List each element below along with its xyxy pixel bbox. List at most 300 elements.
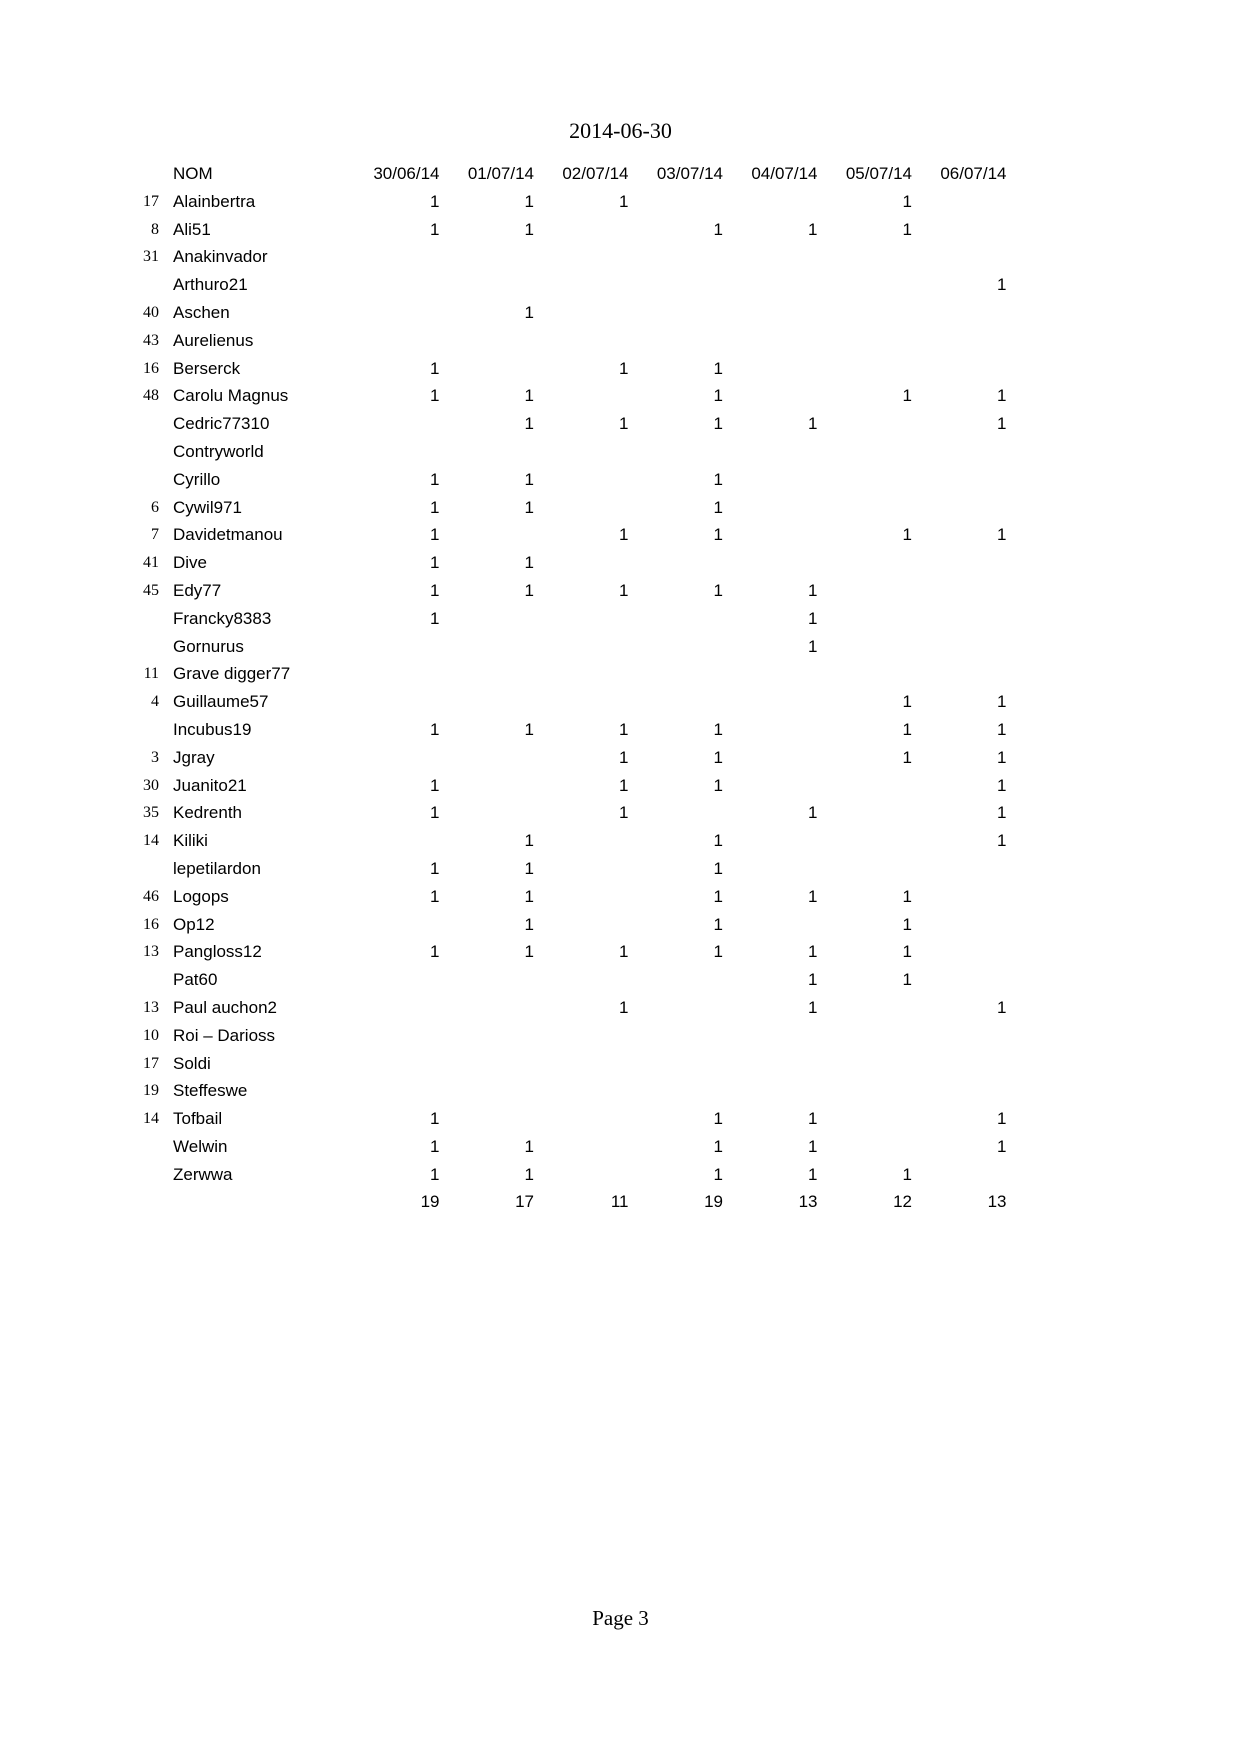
attendance-cell-4 xyxy=(725,688,820,716)
attendance-cell-2: 1 xyxy=(619,358,629,378)
attendance-cell-5 xyxy=(820,799,915,827)
attendance-cell-3: 1 xyxy=(713,1109,723,1129)
attendance-cell-6: 1 xyxy=(997,1109,1007,1129)
row-number xyxy=(125,605,167,633)
attendance-cell-3: 1 xyxy=(713,580,723,600)
attendance-table xyxy=(125,160,1009,1216)
row-number xyxy=(125,1133,167,1161)
attendance-cell-2 xyxy=(536,271,631,299)
player-name: Kiliki xyxy=(173,831,208,851)
attendance-cell-0: 1 xyxy=(430,525,440,545)
attendance-cell-1: 1 xyxy=(524,414,534,434)
row-number: 46 xyxy=(143,887,159,905)
attendance-cell-1 xyxy=(442,994,537,1022)
attendance-cell-4: 1 xyxy=(808,942,818,962)
attendance-cell-5: 1 xyxy=(902,942,912,962)
player-name: Pat60 xyxy=(173,970,218,990)
attendance-cell-5 xyxy=(820,605,915,633)
attendance-cell-5 xyxy=(820,1105,915,1133)
attendance-cell-2 xyxy=(536,382,631,410)
column-total-4: 13 xyxy=(798,1192,818,1212)
row-number: 13 xyxy=(143,998,159,1016)
attendance-cell-3: 1 xyxy=(713,942,723,962)
attendance-cell-6 xyxy=(914,327,1009,355)
attendance-cell-4 xyxy=(725,744,820,772)
attendance-cell-2 xyxy=(536,633,631,661)
attendance-cell-0 xyxy=(347,271,442,299)
player-name: Zerwwa xyxy=(173,1164,233,1184)
attendance-cell-2 xyxy=(536,883,631,911)
attendance-cell-1 xyxy=(442,1077,537,1105)
column-total-5: 12 xyxy=(893,1192,912,1212)
row-number xyxy=(125,410,167,438)
row-number: 19 xyxy=(143,1082,159,1100)
attendance-cell-6 xyxy=(914,549,1009,577)
attendance-cell-1: 1 xyxy=(524,191,534,211)
attendance-cell-6: 1 xyxy=(997,997,1007,1017)
attendance-cell-1: 1 xyxy=(524,886,534,906)
attendance-cell-0: 1 xyxy=(430,191,440,211)
row-number xyxy=(125,466,167,494)
attendance-cell-2 xyxy=(536,827,631,855)
attendance-cell-2 xyxy=(536,243,631,271)
attendance-cell-3 xyxy=(631,660,726,688)
row-number: 10 xyxy=(143,1026,159,1044)
attendance-cell-6 xyxy=(914,299,1009,327)
attendance-cell-4 xyxy=(725,466,820,494)
attendance-cell-6 xyxy=(914,1050,1009,1078)
attendance-cell-2: 1 xyxy=(619,580,629,600)
attendance-cell-0 xyxy=(347,994,442,1022)
attendance-cell-3 xyxy=(631,549,726,577)
attendance-cell-4 xyxy=(725,243,820,271)
player-name: lepetilardon xyxy=(173,858,261,878)
attendance-cell-4: 1 xyxy=(808,608,818,628)
attendance-cell-1: 1 xyxy=(524,1164,534,1184)
attendance-cell-2: 1 xyxy=(619,719,629,739)
player-name: Davidetmanou xyxy=(173,525,283,545)
attendance-cell-3: 1 xyxy=(713,497,723,517)
attendance-cell-1 xyxy=(442,1022,537,1050)
row-number: 17 xyxy=(143,1054,159,1072)
attendance-cell-0 xyxy=(347,911,442,939)
attendance-cell-4 xyxy=(725,327,820,355)
attendance-cell-3 xyxy=(631,271,726,299)
attendance-cell-3: 1 xyxy=(713,414,723,434)
attendance-cell-2 xyxy=(536,494,631,522)
attendance-cell-3 xyxy=(631,605,726,633)
attendance-cell-6 xyxy=(914,633,1009,661)
attendance-cell-6 xyxy=(914,188,1009,216)
attendance-cell-0: 1 xyxy=(430,1109,440,1129)
attendance-cell-5 xyxy=(820,1133,915,1161)
date-header-2: 02/07/14 xyxy=(562,164,629,183)
attendance-cell-2 xyxy=(536,660,631,688)
attendance-cell-5 xyxy=(820,271,915,299)
attendance-cell-4 xyxy=(725,1022,820,1050)
attendance-cell-5: 1 xyxy=(902,970,912,990)
attendance-cell-3 xyxy=(631,966,726,994)
attendance-cell-1 xyxy=(442,966,537,994)
row-number: 45 xyxy=(143,581,159,599)
attendance-cell-5: 1 xyxy=(902,1164,912,1184)
attendance-cell-1 xyxy=(442,327,537,355)
attendance-cell-5: 1 xyxy=(902,191,912,211)
attendance-cell-4: 1 xyxy=(808,636,818,656)
attendance-cell-0 xyxy=(347,633,442,661)
attendance-cell-3: 1 xyxy=(713,886,723,906)
attendance-cell-3 xyxy=(631,688,726,716)
attendance-cell-2 xyxy=(536,1077,631,1105)
attendance-cell-6 xyxy=(914,605,1009,633)
attendance-cell-2 xyxy=(536,1161,631,1189)
attendance-cell-1 xyxy=(442,438,537,466)
row-number: 7 xyxy=(151,526,159,544)
attendance-cell-2 xyxy=(536,299,631,327)
attendance-cell-1: 1 xyxy=(524,386,534,406)
attendance-cell-2: 1 xyxy=(619,942,629,962)
attendance-cell-1 xyxy=(442,799,537,827)
date-header-0: 30/06/14 xyxy=(373,164,440,183)
attendance-cell-5 xyxy=(820,494,915,522)
attendance-cell-3: 1 xyxy=(713,747,723,767)
attendance-cell-1 xyxy=(442,605,537,633)
row-number: 3 xyxy=(151,748,159,766)
player-name: Berserck xyxy=(173,358,241,378)
attendance-cell-6 xyxy=(914,355,1009,383)
attendance-cell-2 xyxy=(536,966,631,994)
player-name: Logops xyxy=(173,886,229,906)
attendance-cell-0: 1 xyxy=(430,469,440,489)
attendance-cell-1: 1 xyxy=(524,831,534,851)
player-name: Contryworld xyxy=(173,441,264,461)
attendance-cell-0 xyxy=(347,1022,442,1050)
attendance-cell-0 xyxy=(347,688,442,716)
attendance-cell-2: 1 xyxy=(619,775,629,795)
attendance-cell-4 xyxy=(725,494,820,522)
row-number: 40 xyxy=(143,303,159,321)
row-number: 8 xyxy=(151,220,159,238)
attendance-cell-4 xyxy=(725,772,820,800)
player-name: Gornurus xyxy=(173,636,244,656)
attendance-cell-2 xyxy=(536,688,631,716)
row-number xyxy=(125,966,167,994)
attendance-cell-5 xyxy=(820,355,915,383)
attendance-cell-2 xyxy=(536,438,631,466)
attendance-cell-4 xyxy=(725,271,820,299)
attendance-cell-1 xyxy=(442,271,537,299)
attendance-cell-1 xyxy=(442,521,537,549)
attendance-cell-1 xyxy=(442,688,537,716)
attendance-cell-4 xyxy=(725,1050,820,1078)
attendance-cell-5 xyxy=(820,466,915,494)
attendance-cell-5 xyxy=(820,549,915,577)
attendance-cell-6: 1 xyxy=(997,831,1007,851)
attendance-cell-5 xyxy=(820,1050,915,1078)
attendance-cell-1: 1 xyxy=(524,219,534,239)
attendance-cell-3 xyxy=(631,1022,726,1050)
attendance-cell-0: 1 xyxy=(430,1136,440,1156)
attendance-cell-6 xyxy=(914,1077,1009,1105)
attendance-cell-6: 1 xyxy=(997,386,1007,406)
attendance-cell-3: 1 xyxy=(713,469,723,489)
player-name: Alainbertra xyxy=(173,191,256,211)
player-name: Op12 xyxy=(173,914,215,934)
attendance-cell-1 xyxy=(442,744,537,772)
attendance-cell-0: 1 xyxy=(430,386,440,406)
attendance-cell-3 xyxy=(631,299,726,327)
attendance-cell-1: 1 xyxy=(524,469,534,489)
attendance-cell-5: 1 xyxy=(902,692,912,712)
attendance-cell-4 xyxy=(725,911,820,939)
attendance-cell-5 xyxy=(820,410,915,438)
attendance-cell-6 xyxy=(914,1022,1009,1050)
attendance-cell-6: 1 xyxy=(997,719,1007,739)
attendance-cell-4: 1 xyxy=(808,219,818,239)
attendance-cell-0: 1 xyxy=(430,942,440,962)
attendance-cell-2 xyxy=(536,605,631,633)
player-name: Incubus19 xyxy=(173,719,252,739)
player-name: Anakinvador xyxy=(173,247,268,267)
attendance-cell-6: 1 xyxy=(997,747,1007,767)
attendance-cell-2 xyxy=(536,1105,631,1133)
attendance-cell-5: 1 xyxy=(902,719,912,739)
player-name: Cyrillo xyxy=(173,469,221,489)
player-name: Soldi xyxy=(173,1053,211,1073)
attendance-cell-5 xyxy=(820,1022,915,1050)
row-number: 43 xyxy=(143,331,159,349)
attendance-cell-5 xyxy=(820,327,915,355)
attendance-cell-6: 1 xyxy=(997,775,1007,795)
attendance-cell-2 xyxy=(536,216,631,244)
row-number xyxy=(125,855,167,883)
row-number: 4 xyxy=(151,693,159,711)
attendance-cell-4: 1 xyxy=(808,1109,818,1129)
attendance-cell-0 xyxy=(347,438,442,466)
row-number: 11 xyxy=(143,665,159,683)
player-name: Edy77 xyxy=(173,580,222,600)
attendance-cell-4 xyxy=(725,716,820,744)
attendance-cell-3 xyxy=(631,799,726,827)
attendance-cell-1: 1 xyxy=(524,858,534,878)
attendance-cell-3 xyxy=(631,438,726,466)
attendance-cell-3: 1 xyxy=(713,719,723,739)
attendance-cell-1 xyxy=(442,633,537,661)
attendance-cell-2 xyxy=(536,855,631,883)
attendance-cell-5 xyxy=(820,577,915,605)
column-total-6: 13 xyxy=(987,1192,1007,1212)
attendance-cell-0: 1 xyxy=(430,886,440,906)
attendance-cell-3: 1 xyxy=(713,525,723,545)
attendance-cell-6: 1 xyxy=(997,414,1007,434)
player-name: Paul auchon2 xyxy=(173,997,277,1017)
attendance-cell-0 xyxy=(347,1077,442,1105)
attendance-cell-0: 1 xyxy=(430,553,440,573)
player-name: Aschen xyxy=(173,302,230,322)
attendance-cell-5 xyxy=(820,438,915,466)
date-header-6: 06/07/14 xyxy=(940,164,1007,183)
attendance-cell-0: 1 xyxy=(430,775,440,795)
attendance-cell-5 xyxy=(820,660,915,688)
player-name: Carolu Magnus xyxy=(173,386,289,406)
attendance-cell-4: 1 xyxy=(808,997,818,1017)
attendance-cell-1: 1 xyxy=(524,580,534,600)
attendance-cell-5 xyxy=(820,994,915,1022)
player-name: Cedric77310 xyxy=(173,414,270,434)
attendance-cell-1: 1 xyxy=(524,719,534,739)
row-number: 16 xyxy=(143,359,159,377)
attendance-cell-1: 1 xyxy=(524,1136,534,1156)
attendance-cell-6 xyxy=(914,243,1009,271)
attendance-cell-2: 1 xyxy=(619,803,629,823)
attendance-cell-6 xyxy=(914,660,1009,688)
attendance-cell-0: 1 xyxy=(430,608,440,628)
attendance-cell-2 xyxy=(536,549,631,577)
attendance-cell-3: 1 xyxy=(713,775,723,795)
attendance-cell-4: 1 xyxy=(808,886,818,906)
player-name: Guillaume57 xyxy=(173,692,269,712)
attendance-cell-0 xyxy=(347,744,442,772)
player-name: Kedrenth xyxy=(173,803,242,823)
attendance-cell-5 xyxy=(820,827,915,855)
date-header-5: 05/07/14 xyxy=(845,164,912,183)
attendance-cell-6 xyxy=(914,438,1009,466)
row-number: 14 xyxy=(143,1110,159,1128)
attendance-cell-0 xyxy=(347,327,442,355)
attendance-cell-4 xyxy=(725,549,820,577)
attendance-cell-6 xyxy=(914,911,1009,939)
attendance-cell-5 xyxy=(820,772,915,800)
attendance-cell-5: 1 xyxy=(902,886,912,906)
column-total-0: 19 xyxy=(420,1192,440,1212)
attendance-cell-0: 1 xyxy=(430,497,440,517)
attendance-cell-5: 1 xyxy=(902,219,912,239)
attendance-cell-3 xyxy=(631,327,726,355)
attendance-cell-6 xyxy=(914,216,1009,244)
attendance-cell-6 xyxy=(914,466,1009,494)
attendance-cell-1: 1 xyxy=(524,497,534,517)
attendance-cell-0 xyxy=(347,827,442,855)
attendance-cell-5: 1 xyxy=(902,914,912,934)
attendance-cell-6: 1 xyxy=(997,1136,1007,1156)
attendance-cell-3 xyxy=(631,188,726,216)
attendance-cell-0 xyxy=(347,660,442,688)
row-number xyxy=(125,1161,167,1189)
row-number: 48 xyxy=(143,387,159,405)
attendance-cell-6: 1 xyxy=(997,275,1007,295)
attendance-cell-0 xyxy=(347,299,442,327)
player-name: Pangloss12 xyxy=(173,942,262,962)
attendance-cell-2 xyxy=(536,466,631,494)
attendance-cell-2: 1 xyxy=(619,191,629,211)
attendance-cell-3: 1 xyxy=(713,831,723,851)
attendance-cell-3: 1 xyxy=(713,1136,723,1156)
attendance-cell-3: 1 xyxy=(713,914,723,934)
attendance-cell-3: 1 xyxy=(713,358,723,378)
attendance-cell-6 xyxy=(914,883,1009,911)
attendance-cell-6: 1 xyxy=(997,692,1007,712)
attendance-cell-6: 1 xyxy=(997,803,1007,823)
date-header-3: 03/07/14 xyxy=(656,164,723,183)
attendance-cell-3 xyxy=(631,1077,726,1105)
column-total-1: 17 xyxy=(515,1192,534,1212)
attendance-cell-4: 1 xyxy=(808,414,818,434)
row-number: 31 xyxy=(143,248,159,266)
attendance-cell-4 xyxy=(725,855,820,883)
attendance-cell-0 xyxy=(347,1050,442,1078)
attendance-cell-6 xyxy=(914,577,1009,605)
attendance-cell-4: 1 xyxy=(808,803,818,823)
attendance-cell-6 xyxy=(914,938,1009,966)
row-number: 17 xyxy=(143,192,159,210)
attendance-cell-1 xyxy=(442,772,537,800)
attendance-cell-0 xyxy=(347,966,442,994)
date-header-1: 01/07/14 xyxy=(467,164,534,183)
attendance-cell-2 xyxy=(536,911,631,939)
attendance-cell-4 xyxy=(725,188,820,216)
attendance-cell-5: 1 xyxy=(902,386,912,406)
column-total-3: 19 xyxy=(704,1192,723,1212)
attendance-cell-0: 1 xyxy=(430,358,440,378)
date-header-4: 04/07/14 xyxy=(751,164,818,183)
attendance-cell-1 xyxy=(442,243,537,271)
attendance-cell-2: 1 xyxy=(619,747,629,767)
attendance-cell-1 xyxy=(442,660,537,688)
attendance-cell-5 xyxy=(820,633,915,661)
attendance-cell-4 xyxy=(725,521,820,549)
player-name: Welwin xyxy=(173,1136,228,1156)
player-name: Dive xyxy=(173,553,208,573)
attendance-cell-5: 1 xyxy=(902,747,912,767)
attendance-cell-2 xyxy=(536,1050,631,1078)
row-number: 35 xyxy=(143,804,159,822)
attendance-cell-6 xyxy=(914,494,1009,522)
attendance-cell-3 xyxy=(631,1050,726,1078)
header-corner-cell xyxy=(125,160,167,188)
column-total-2: 11 xyxy=(610,1192,629,1212)
attendance-cell-2 xyxy=(536,1022,631,1050)
row-number: 30 xyxy=(143,776,159,794)
attendance-cell-4 xyxy=(725,438,820,466)
row-number xyxy=(125,438,167,466)
player-name: Juanito21 xyxy=(173,775,247,795)
attendance-cell-1 xyxy=(442,1105,537,1133)
attendance-cell-3: 1 xyxy=(713,858,723,878)
attendance-cell-3: 1 xyxy=(713,386,723,406)
name-column-header: NOM xyxy=(173,164,213,183)
attendance-cell-5 xyxy=(820,243,915,271)
attendance-cell-4: 1 xyxy=(808,1164,818,1184)
attendance-cell-2: 1 xyxy=(619,414,629,434)
attendance-cell-4 xyxy=(725,382,820,410)
attendance-cell-1: 1 xyxy=(524,914,534,934)
attendance-cell-0: 1 xyxy=(430,580,440,600)
attendance-cell-6 xyxy=(914,855,1009,883)
player-name: Arthuro21 xyxy=(173,275,248,295)
attendance-cell-1 xyxy=(442,1050,537,1078)
row-number xyxy=(125,633,167,661)
player-name: Ali51 xyxy=(173,219,211,239)
attendance-cell-0 xyxy=(347,410,442,438)
totals-corner-cell xyxy=(125,1188,167,1216)
attendance-cell-0: 1 xyxy=(430,719,440,739)
player-name: Francky8383 xyxy=(173,608,272,628)
player-name: Roi – Darioss xyxy=(173,1025,276,1045)
attendance-cell-2 xyxy=(536,1133,631,1161)
totals-label-cell xyxy=(167,1188,347,1216)
attendance-cell-6 xyxy=(914,1161,1009,1189)
player-name: Cywil971 xyxy=(173,497,242,517)
